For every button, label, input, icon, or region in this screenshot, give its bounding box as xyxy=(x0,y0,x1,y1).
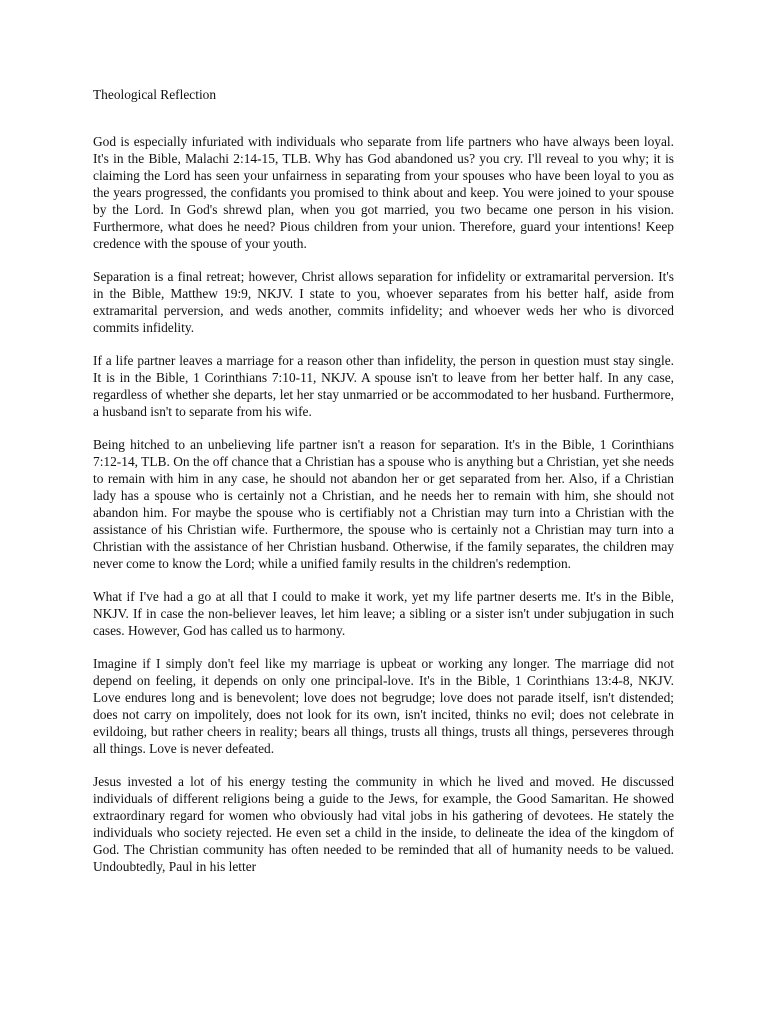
paragraph-corinthians-7-12: Being hitched to an unbelieving life partner isn't a reason for separation. It's in the Bible, 1 Corinthians 7:12-14, TLB. On the off chance that a Christian has a spouse who is anything but a Christian, yet she needs to remain with him in any case, he should not abandon her or get separated from her. Also, if a Christian lady has a spouse who is certainly not a Christian, and he needs her to remain with him, she should not abandon him. For maybe the spouse who is certifiably not a Christian may turn into a Christian with the assistance of his Christian wife. Furthermore, the spouse who is certainly not a Christian may turn into a Christian with the assistance of her Christian husband. Otherwise, if the family separates, the children may never come to know the Lord; while a unified family results in the children's redemption. xyxy=(93,437,674,571)
paragraph-deserts: What if I've had a go at all that I could to make it work, yet my life partner deserts me. It's in the Bible, NKJV. If in case the non-believer leaves, let him leave; a sibling or a sister isn't under subjugation in such cases. However, God has called us to harmony. xyxy=(93,589,674,638)
paragraph-corinthians-7-10: If a life partner leaves a marriage for a reason other than infidelity, the person in question must stay single. It is in the Bible, 1 Corinthians 7:10-11, NKJV. A spouse isn't to leave from her better half. In any case, regardless of whether she departs, let her stay unmarried or be accommodated to her husband. Furthermore, a husband isn't to separate from his wife. xyxy=(93,353,674,419)
paragraph-love: Imagine if I simply don't feel like my marriage is upbeat or working any longer. The marriage did not depend on feeling, it depends on only one principal-love. It's in the Bible, 1 Corinthians 13:4-8, NKJV. Love endures long and is benevolent; love does not begrudge; love does not parade itself, isn't distended; does not carry on impolitely, does not look for its own, isn't incited, thinks no evil; does not celebrate in evildoing, but rather cheers in reality; bears all things, trusts all things, trusts all things, perseveres through all things. Love is never defeated. xyxy=(93,656,674,756)
paragraph-malachi: God is especially infuriated with individuals who separate from life partners who have always been loyal. It's in the Bible, Malachi 2:14-15, TLB. Why has God abandoned us? you cry. I'll reveal to you why; it is claiming the Lord has seen your unfairness in separating from your spouses who have been loyal to you as the years progressed, the confidants you promised to think about and keep. You were joined to your spouse by the Lord. In God's shrewd plan, when you got married, you two became one person in his vision. Furthermore, what does he need? Pious children from your union. Therefore, guard your intentions! Keep credence with the spouse of your youth. xyxy=(93,134,674,251)
paragraph-community: Jesus invested a lot of his energy testing the community in which he lived and moved. He discussed individuals of different religions being a guide to the Jews, for example, the Good Samaritan. He showed extraordinary regard for women who obviously had vital jobs in his gathering of devotees. He stately the individuals who society rejected. He even set a child in the inside, to delineate the idea of the kingdom of God. The Christian community has often needed to be reminded that all of humanity needs to be valued. Undoubtedly, Paul in his letter xyxy=(93,774,674,874)
paragraph-matthew: Separation is a final retreat; however, Christ allows separation for infidelity or extramarital perversion. It's in the Bible, Matthew 19:9, NKJV. I state to you, whoever separates from his better half, aside from extramarital perversion, and weds another, commits infidelity; and whoever weds her who is divorced commits infidelity. xyxy=(93,269,674,335)
document-title: Theological Reflection xyxy=(93,87,217,102)
